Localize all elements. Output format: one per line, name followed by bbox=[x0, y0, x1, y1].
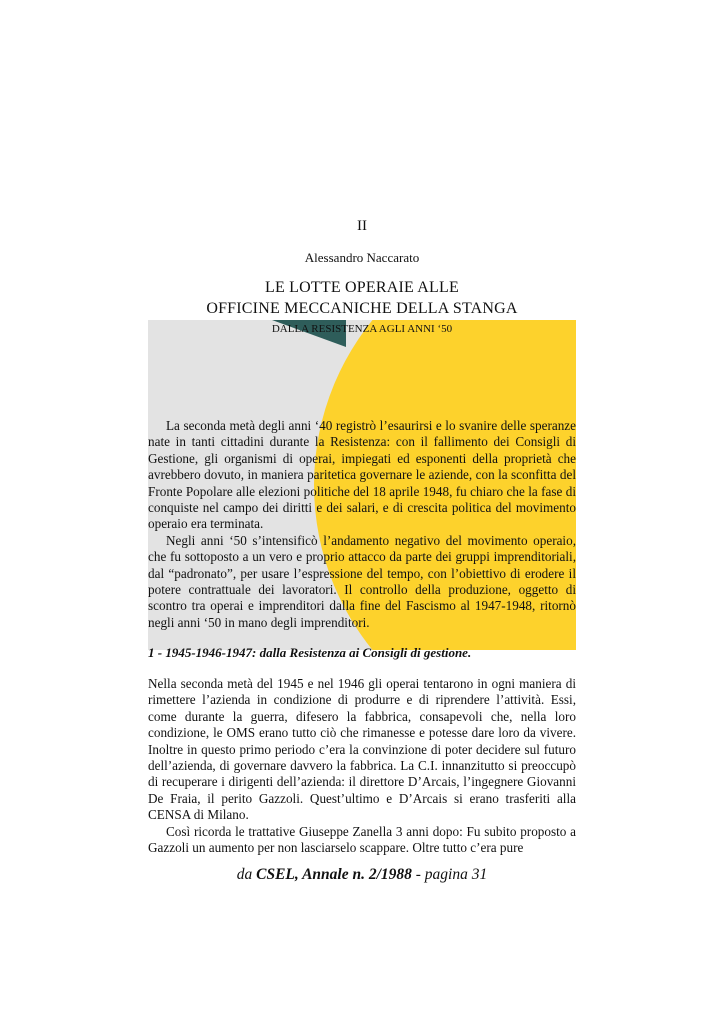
intro-paragraph-2: Negli anni ‘50 s’intensificò l’andamento negativo del movimento operaio, che fu sottoposto a un vero e proprio attacco da parte dei gruppi imprenditoriali, dal “padronato”, per usare l’espressione del tempo, con l’obiettivo di erodere il potere contrattuale dei lavoratori. Il controllo della produzione, oggetto di scontro tra operai e imprenditori dalla fine del Fascismo al 1947-1948, ritornò negli anni ‘50 in mano degli imprenditori. bbox=[148, 532, 576, 630]
section-heading: 1 - 1945-1946-1947: dalla Resistenza ai Consigli di gestione. bbox=[148, 645, 472, 660]
section-paragraph-2: Così ricorda le trattative Giuseppe Zanella 3 anni dopo: Fu subito proposto a Gazzoli un aumento per non lasciarselo scappare. Oltre tutto c’era pure bbox=[148, 823, 576, 856]
author-name: Alessandro Naccarato bbox=[304, 250, 420, 265]
section-body bbox=[148, 676, 576, 856]
page-footer bbox=[0, 866, 724, 884]
section-paragraph-1: Nella seconda metà del 1945 e nel 1946 gli operai tentarono in ogni maniera di rimettere l’azienda in condizione di produrre e di riprendere l’attività. Essi, come durante la guerra, difesero la fabbrica, consapevoli che, nella loro condizione, le OMS erano tutto ciò che rimanesse e potesse dare loro da vivere. Inoltre in questo primo periodo c’era la convinzione di poter decidere sul futuro dell’azienda, di governare davvero la fabbrica. La C.I. innanzitutto si preoccupò di recuperare i dirigenti dell’azienda: il direttore D’Arcais, l’ingegnere Giovanni De Fraia, il perito Gazzoli. Quest’ultimo e D’Arcais si erano trasferiti alla CENSA di Milano. bbox=[148, 676, 576, 823]
footer-page: - pagina 31 bbox=[411, 866, 488, 883]
footer-prefix: da bbox=[236, 866, 257, 883]
subtitle: DALLA RESISTENZA AGLI ANNI ‘50 bbox=[271, 323, 453, 335]
footer-publication: CSEL, Annale n. 2/1988 bbox=[256, 866, 412, 883]
intro-paragraph-1: La seconda metà degli anni ‘40 registrò l’esaurirsi e lo svanire delle speranze nate in tanti cittadini durante la Resistenza: con il fallimento dei Consigli di Gestione, gli organismi di operai, impiegati ed esponenti della proprietà che avrebbero dovuto, in maniera paritetica governare le aziende, con la sconfitta del Fronte Popolare alle elezioni politiche del 18 aprile 1948, fu chiaro che la fase di conquiste nel campo dei diritti e dei salari, e di crescita politica del movimento operaio era terminata. bbox=[148, 418, 576, 532]
chapter-number: II bbox=[357, 218, 367, 234]
title-line-2: OFFICINE MECCANICHE DELLA STANGA bbox=[206, 300, 518, 317]
title-line-1: LE LOTTE OPERAIE ALLE bbox=[265, 279, 459, 296]
intro-text bbox=[148, 418, 576, 631]
